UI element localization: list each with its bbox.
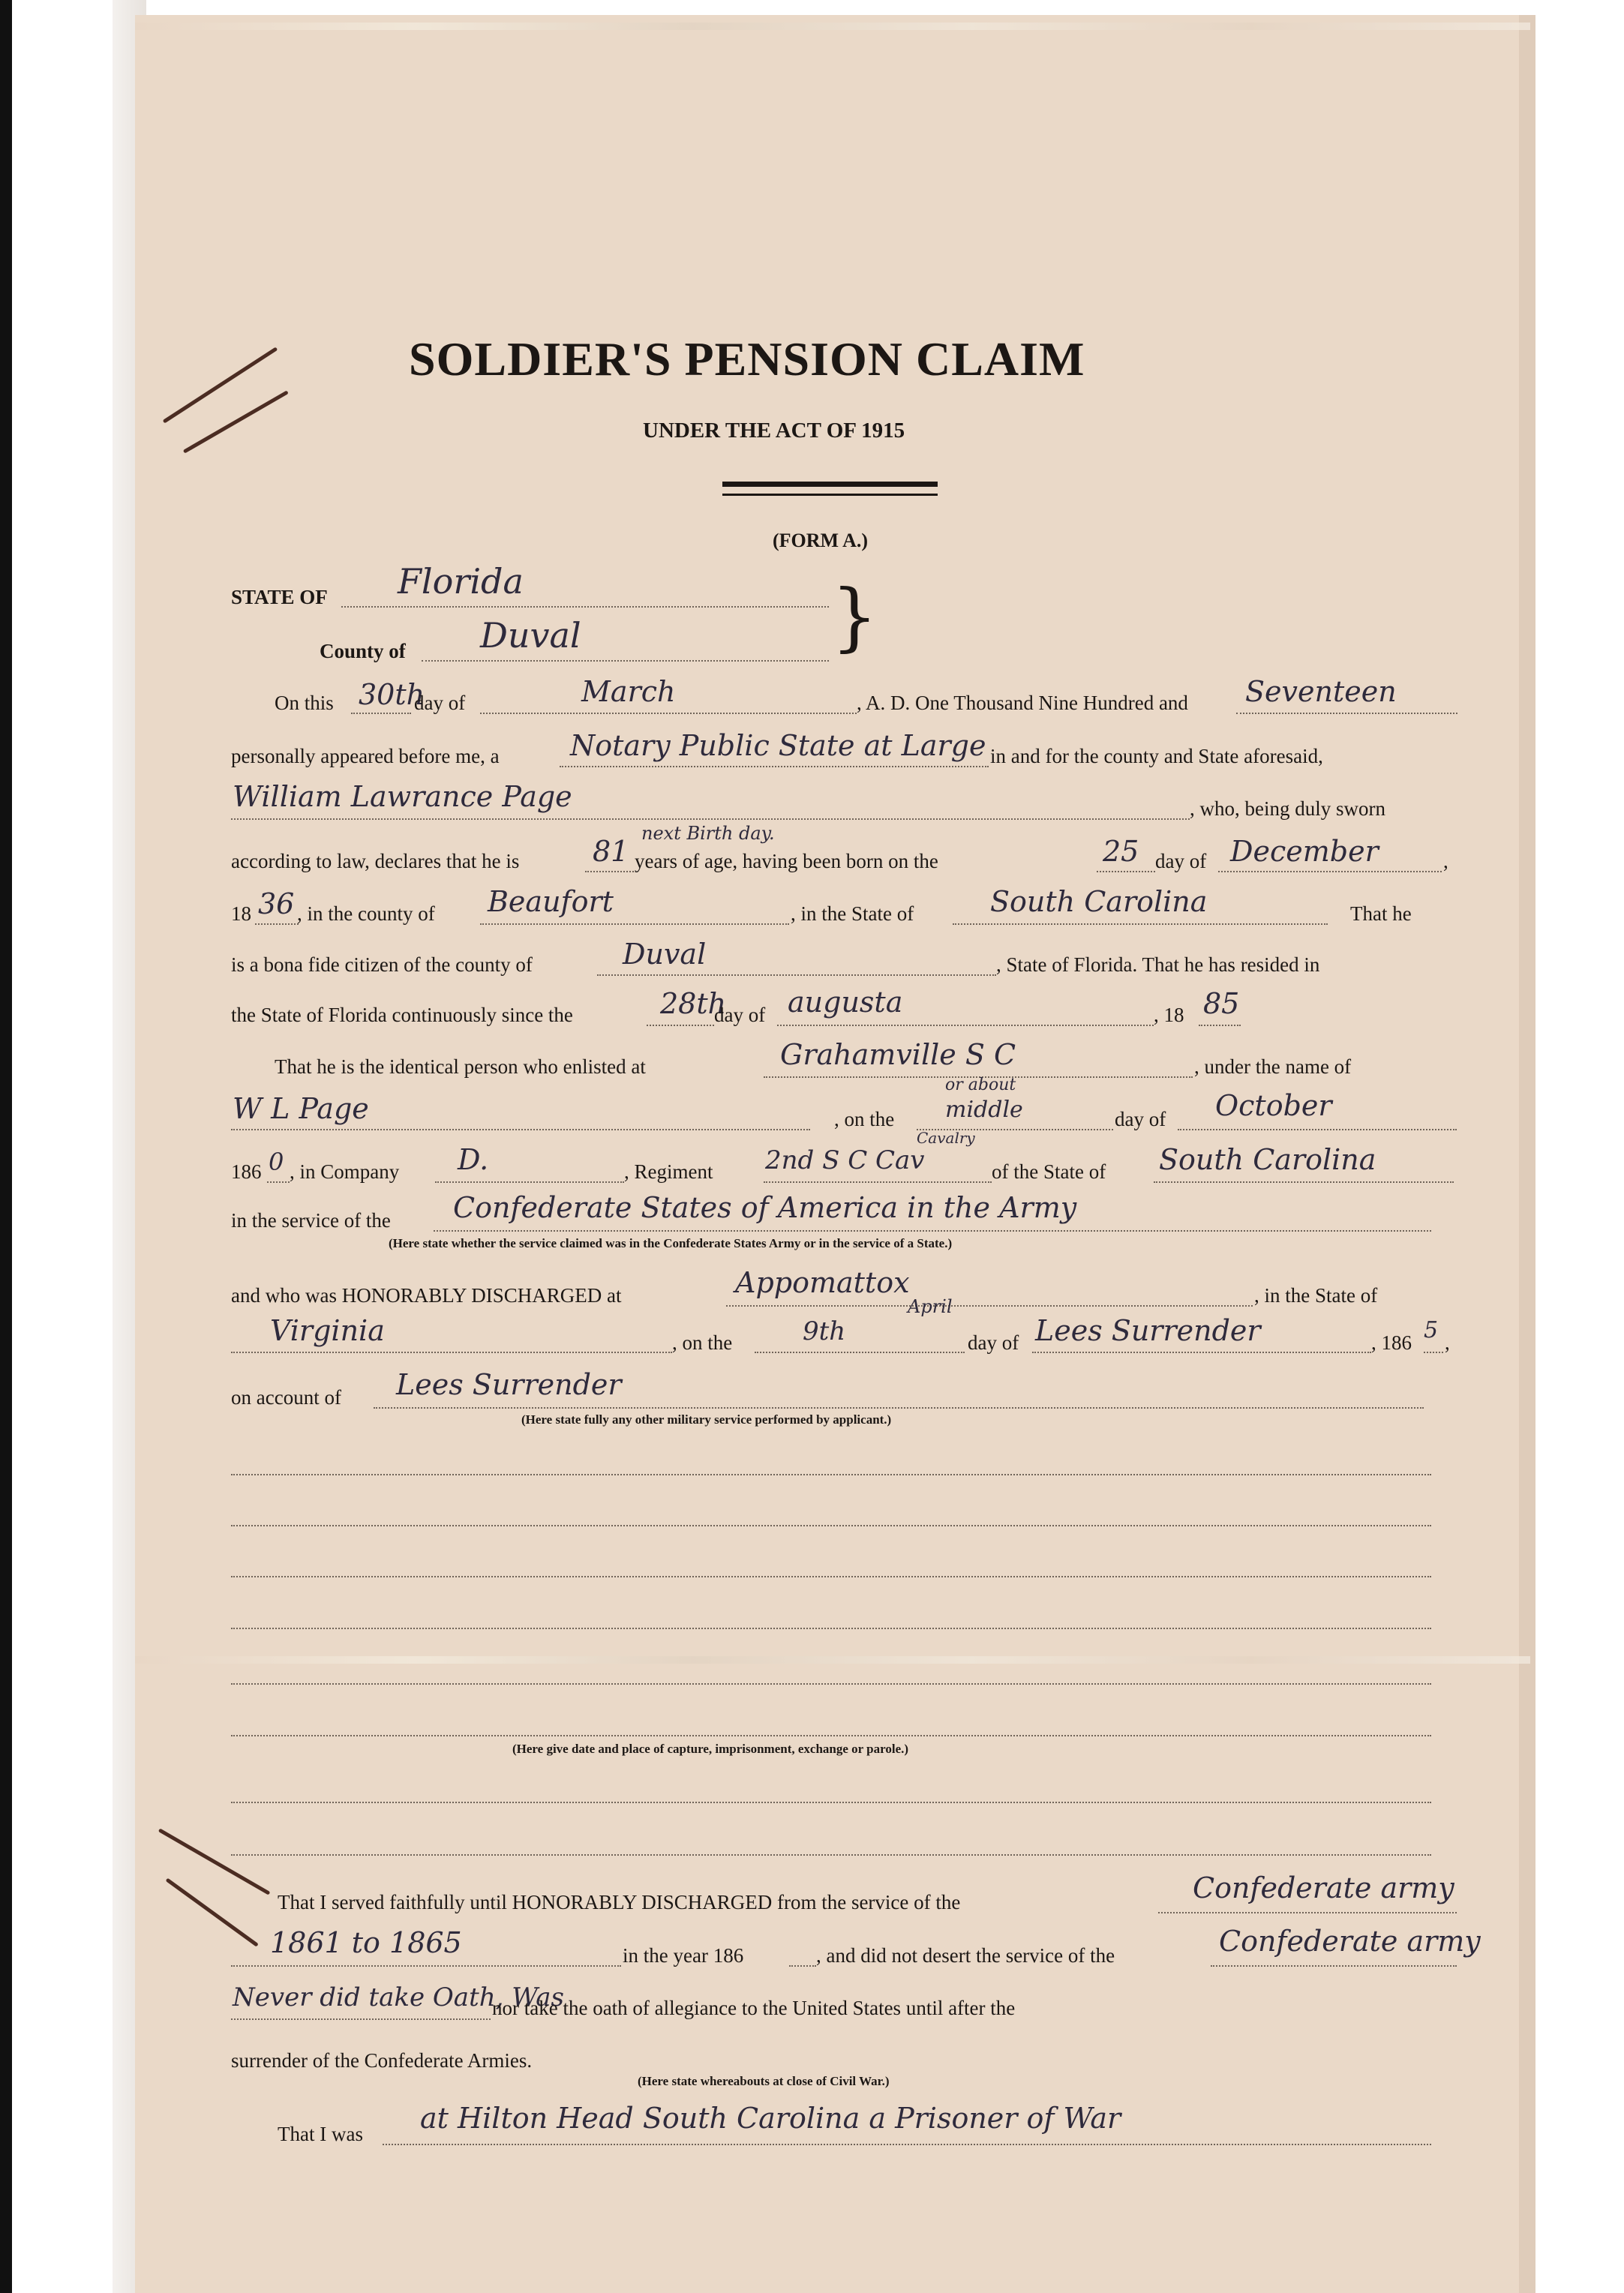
birth-county-value: Beaufort xyxy=(488,885,614,918)
whereabouts-line xyxy=(383,2144,1431,2145)
county-line xyxy=(422,660,829,662)
text-on-the-2: , on the xyxy=(672,1331,733,1354)
regiment-note: Cavalry xyxy=(917,1129,975,1147)
county-label: County of xyxy=(320,640,406,662)
text-county-aforesaid: in and for the county and State aforesaid, xyxy=(990,745,1323,767)
form-label: (FORM A.) xyxy=(773,530,869,551)
state-line xyxy=(341,606,829,608)
year-words-line xyxy=(1236,713,1457,714)
text-in-state: , in the State of xyxy=(791,902,914,925)
text-day-of-4: day of xyxy=(1115,1108,1166,1130)
year-words-value: Seventeen xyxy=(1245,675,1397,708)
regiment-state-line xyxy=(1154,1181,1454,1183)
blank-line xyxy=(231,1628,1431,1629)
service-line xyxy=(434,1230,1431,1232)
birth-state-line xyxy=(953,923,1328,925)
tape-strip-fold xyxy=(135,1656,1530,1664)
state-value: Florida xyxy=(398,561,524,602)
discharge-year-line xyxy=(1424,1352,1443,1353)
blank-line xyxy=(231,1683,1431,1685)
text-on-the: , on the xyxy=(834,1108,895,1130)
resided-year-line xyxy=(1199,1025,1241,1026)
enlisted-name-value: W L Page xyxy=(233,1092,369,1125)
form-subtitle: UNDER THE ACT OF 1915 xyxy=(643,419,905,443)
discharge-place-value: Appomattox xyxy=(735,1266,910,1299)
discharge-place-line xyxy=(726,1305,1253,1307)
citizen-county-line xyxy=(597,974,996,976)
resided-month-value: augusta xyxy=(788,986,903,1019)
text-service-of: in the service of the xyxy=(231,1209,391,1232)
note-whereabouts: (Here state whereabouts at close of Civil War.) xyxy=(638,2074,890,2088)
applicant-line xyxy=(231,818,1190,820)
birth-month-value: December xyxy=(1230,835,1379,868)
discharge-year-value: 5 xyxy=(1424,1317,1439,1343)
officer-value: Notary Public State at Large xyxy=(570,729,986,762)
resided-year-value: 85 xyxy=(1203,987,1240,1020)
served-value: Confederate army xyxy=(1193,1871,1454,1904)
discharge-reason-value: Lees Surrender xyxy=(396,1368,622,1401)
service-value: Confederate States of America in the Army xyxy=(453,1191,1077,1224)
text-discharged-at: and who was HONORABLY DISCHARGED at xyxy=(231,1284,622,1307)
blank-line xyxy=(231,1525,1431,1526)
discharge-state-value: Virginia xyxy=(270,1314,385,1347)
officer-line xyxy=(560,766,989,767)
discharge-state-line xyxy=(231,1352,672,1353)
served-line xyxy=(1158,1912,1457,1913)
company-line xyxy=(435,1181,624,1183)
text-citizen: is a bona fide citizen of the county of xyxy=(231,953,533,976)
blank-line xyxy=(231,1576,1431,1577)
discharge-day-value: 9th xyxy=(803,1316,846,1346)
citizen-county-value: Duval xyxy=(623,938,707,971)
text-day-of-3: day of xyxy=(714,1004,766,1026)
text-regiment: , Regiment xyxy=(624,1160,713,1183)
title-rule xyxy=(722,482,938,487)
age-value: 81 xyxy=(593,835,629,868)
company-value: D. xyxy=(458,1143,489,1176)
age-note: next Birth day. xyxy=(641,823,775,844)
discharge-day-note: April xyxy=(908,1296,953,1317)
birth-county-line xyxy=(480,923,789,925)
served-years-line xyxy=(231,1965,621,1967)
enlisted-month-value: October xyxy=(1215,1089,1332,1122)
enlisted-year-value: 0 xyxy=(269,1148,284,1176)
text-day-of: day of xyxy=(414,692,466,714)
oath-line xyxy=(231,2018,491,2020)
text-comma: , xyxy=(1443,850,1448,872)
birth-year-value: 36 xyxy=(258,887,295,920)
text-in-company: , in Company xyxy=(290,1160,400,1183)
text-enlisted-at: That he is the identical person who enlisted at xyxy=(275,1055,646,1078)
text-served-faithfully: That I served faithfully until HONORABLY DISCHARGED from the service of the xyxy=(278,1891,961,1913)
tape-strip-top xyxy=(135,23,1530,30)
note-military-service: (Here state fully any other military service performed by applicant.) xyxy=(521,1412,892,1427)
birth-month-line xyxy=(1218,871,1442,872)
served-years-value: 1861 to 1865 xyxy=(270,1926,462,1959)
resided-day-line xyxy=(647,1025,714,1026)
text-in-county: , in the county of xyxy=(297,902,435,925)
age-line xyxy=(585,871,634,872)
blank-line xyxy=(231,1802,1431,1803)
text-comma-2: , xyxy=(1445,1331,1450,1354)
regiment-line xyxy=(764,1181,992,1183)
desert-line xyxy=(1211,1965,1457,1967)
discharge-reason-line xyxy=(374,1407,1424,1409)
day-value: 30th xyxy=(359,678,425,711)
month-line xyxy=(480,713,857,714)
enlisted-day-note: or about xyxy=(945,1076,1016,1094)
enlisted-name-line xyxy=(231,1129,810,1130)
day-line xyxy=(351,713,411,714)
oath-value: Never did take Oath, Was xyxy=(233,1982,564,2012)
state-label: STATE OF xyxy=(231,586,328,608)
regiment-state-value: South Carolina xyxy=(1159,1143,1376,1176)
enlisted-year-line xyxy=(267,1181,290,1183)
desert-value: Confederate army xyxy=(1219,1925,1481,1958)
year-186-line xyxy=(789,1965,816,1967)
title-rule xyxy=(722,494,938,496)
birth-state-value: South Carolina xyxy=(990,885,1208,918)
scan-edge xyxy=(0,0,12,2293)
resided-day-value: 28th xyxy=(660,987,727,1020)
text-in-state-2: , in the State of xyxy=(1254,1284,1378,1307)
form-title: SOLDIER'S PENSION CLAIM xyxy=(409,332,1085,386)
text-that-he: That he xyxy=(1350,902,1412,925)
text-continuously: the State of Florida continuously since the xyxy=(231,1004,573,1026)
applicant-name: William Lawrance Page xyxy=(233,780,572,813)
text-18: , 18 xyxy=(1154,1004,1184,1026)
birth-day-value: 25 xyxy=(1103,835,1139,868)
text-resided: , State of Florida. That he has resided in xyxy=(996,953,1320,976)
text-surrender: surrender of the Confederate Armies. xyxy=(231,2049,533,2072)
text-day-of-2: day of xyxy=(1155,850,1207,872)
text-in-year: in the year 186 xyxy=(623,1944,744,1967)
text-of-state: of the State of xyxy=(992,1160,1106,1183)
discharge-month-line xyxy=(1032,1352,1371,1353)
resided-month-line xyxy=(777,1025,1154,1026)
blank-line xyxy=(231,1854,1431,1856)
text-on-account: on account of xyxy=(231,1386,341,1409)
text-appeared: personally appeared before me, a xyxy=(231,745,500,767)
enlisted-month-line xyxy=(1178,1129,1457,1130)
discharge-month-value: Lees Surrender xyxy=(1035,1314,1261,1347)
text-that-i-was: That I was xyxy=(278,2123,363,2145)
birth-year-line xyxy=(255,923,299,925)
text-186: , 186 xyxy=(1371,1331,1412,1354)
discharge-day-line xyxy=(755,1352,965,1353)
birth-year-prefix: 18 xyxy=(231,902,251,925)
text-years-of-age: years of age, having been born on the xyxy=(635,850,938,872)
enlisted-place-value: Grahamville S C xyxy=(780,1038,1016,1071)
blank-line xyxy=(231,1735,1431,1736)
month-value: March xyxy=(581,675,676,708)
county-value: Duval xyxy=(480,615,581,656)
text-on-this: On this xyxy=(275,692,334,714)
paper-edge xyxy=(1519,15,1535,2293)
birth-day-line xyxy=(1097,871,1155,872)
text-day-of-5: day of xyxy=(968,1331,1019,1354)
whereabouts-value: at Hilton Head South Carolina a Prisoner of War xyxy=(420,2102,1121,2135)
text-duly-sworn: , who, being duly sworn xyxy=(1190,797,1385,820)
text-under-name: , under the name of xyxy=(1194,1055,1352,1078)
note-service: (Here state whether the service claimed was in the Confederate States Army or in the service of a State.) xyxy=(389,1236,953,1250)
enlisted-year-prefix: 186 xyxy=(231,1160,262,1183)
venue-brace: } xyxy=(831,575,878,660)
enlisted-day-value: middle xyxy=(945,1097,1023,1123)
text-did-not-desert: , and did not desert the service of the xyxy=(816,1944,1115,1967)
note-capture: (Here give date and place of capture, imprisonment, exchange or parole.) xyxy=(512,1742,909,1756)
blank-line xyxy=(231,1474,1431,1475)
text-oath-allegiance: nor take the oath of allegiance to the United States until after the xyxy=(492,1997,1016,2019)
regiment-value: 2nd S C Cav xyxy=(765,1145,925,1175)
text-ad: , A. D. One Thousand Nine Hundred and xyxy=(857,692,1188,714)
text-declares: according to law, declares that he is xyxy=(231,850,520,872)
